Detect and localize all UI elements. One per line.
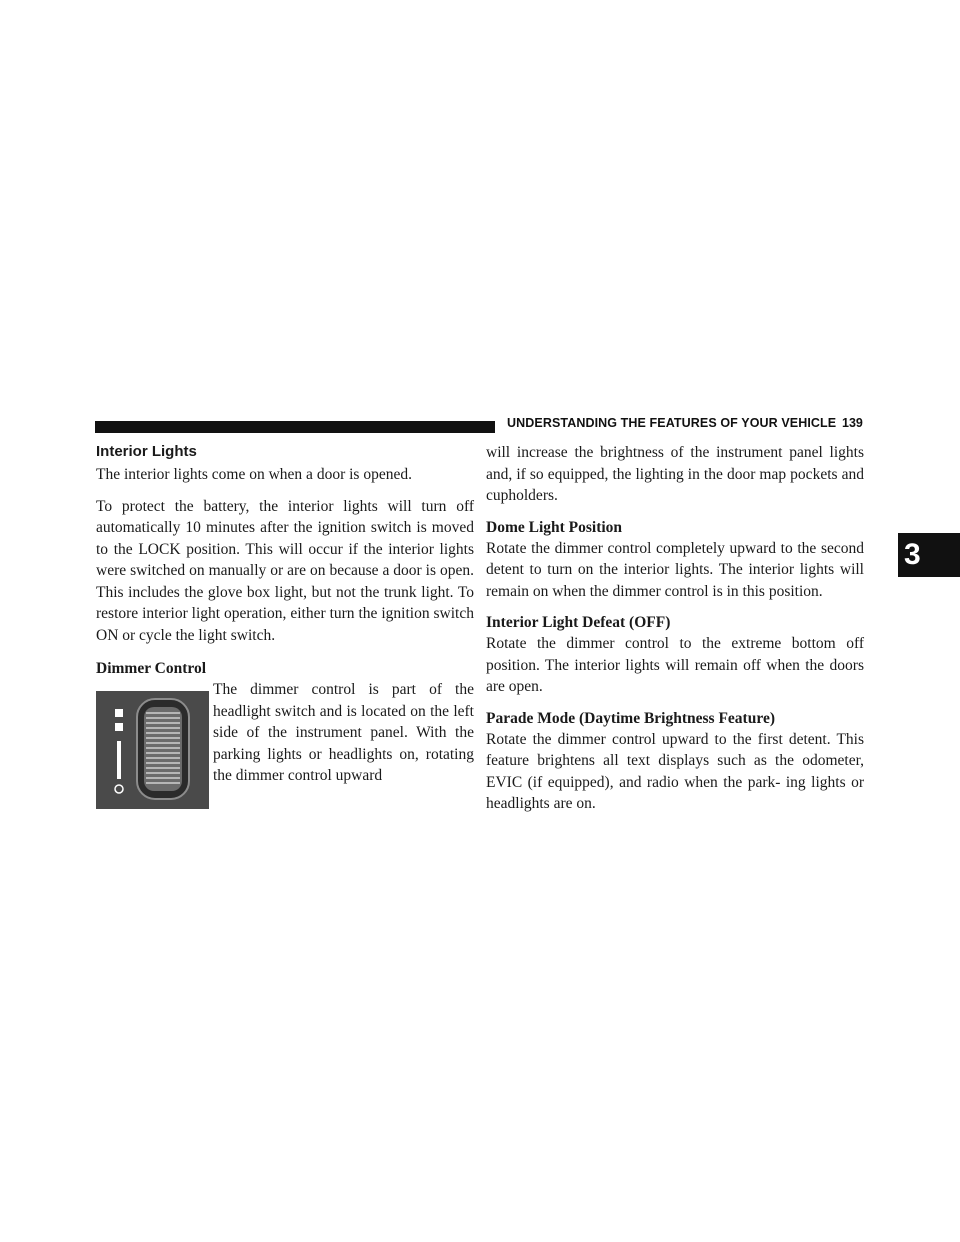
- light-defeat-paragraph: Rotate the dimmer control to the extreme bottom off position. The interior lights will remain off when the doors are open.: [486, 635, 864, 695]
- chapter-tab: 3: [898, 533, 960, 577]
- section-header-title: UNDERSTANDING THE FEATURES OF YOUR VEHICLE: [507, 416, 837, 430]
- dimmer-control-icon: [96, 691, 209, 809]
- parade-mode-paragraph: Rotate the dimmer control upward to the first detent. This feature brightens all text displays such as the odometer, EVIC (if equipped), and radio when the park- ing lights or headlights are on.: [486, 730, 864, 812]
- interior-lights-heading: Interior Lights: [96, 443, 197, 460]
- continuation-paragraph: will increase the brightness of the instrument panel lights and, if so equipped, the lighting in the door map pockets and cupholders.: [486, 444, 864, 504]
- dome-light-heading: Dome Light Position: [486, 518, 623, 536]
- right-column: [486, 442, 864, 815]
- dimmer-figure-block: [96, 679, 474, 809]
- battery-paragraph: To protect the battery, the interior lights will turn off automatically 10 minutes after the ignition switch is moved to the LOCK position. This will occur if the interior lights were switched on manually or are on because a door is open. This includes the glove box light, but not the trunk light. To restore interior light operation, either turn the ignition switch ON or cycle the light switch.: [96, 497, 474, 644]
- light-defeat-heading: Interior Light Defeat (OFF): [486, 614, 671, 631]
- page-number: 139: [842, 416, 863, 430]
- header-rule: [95, 421, 495, 433]
- left-column: [96, 442, 474, 809]
- parade-mode-heading: Parade Mode (Daytime Brightness Feature): [486, 709, 775, 727]
- dimmer-control-heading: Dimmer Control: [96, 660, 207, 677]
- intro-paragraph: The interior lights come on when a door is opened.: [96, 466, 412, 483]
- dome-light-paragraph: Rotate the dimmer control completely upward to the second detent to turn on the interior lights. The interior lights will remain on when the dimmer control is in this position.: [486, 539, 864, 600]
- dimmer-control-paragraph: The dimmer control is part of the headlight switch and is located on the left side of the instrument panel. With the parking lights or headlights on, rotating the dimmer control upward: [213, 681, 474, 784]
